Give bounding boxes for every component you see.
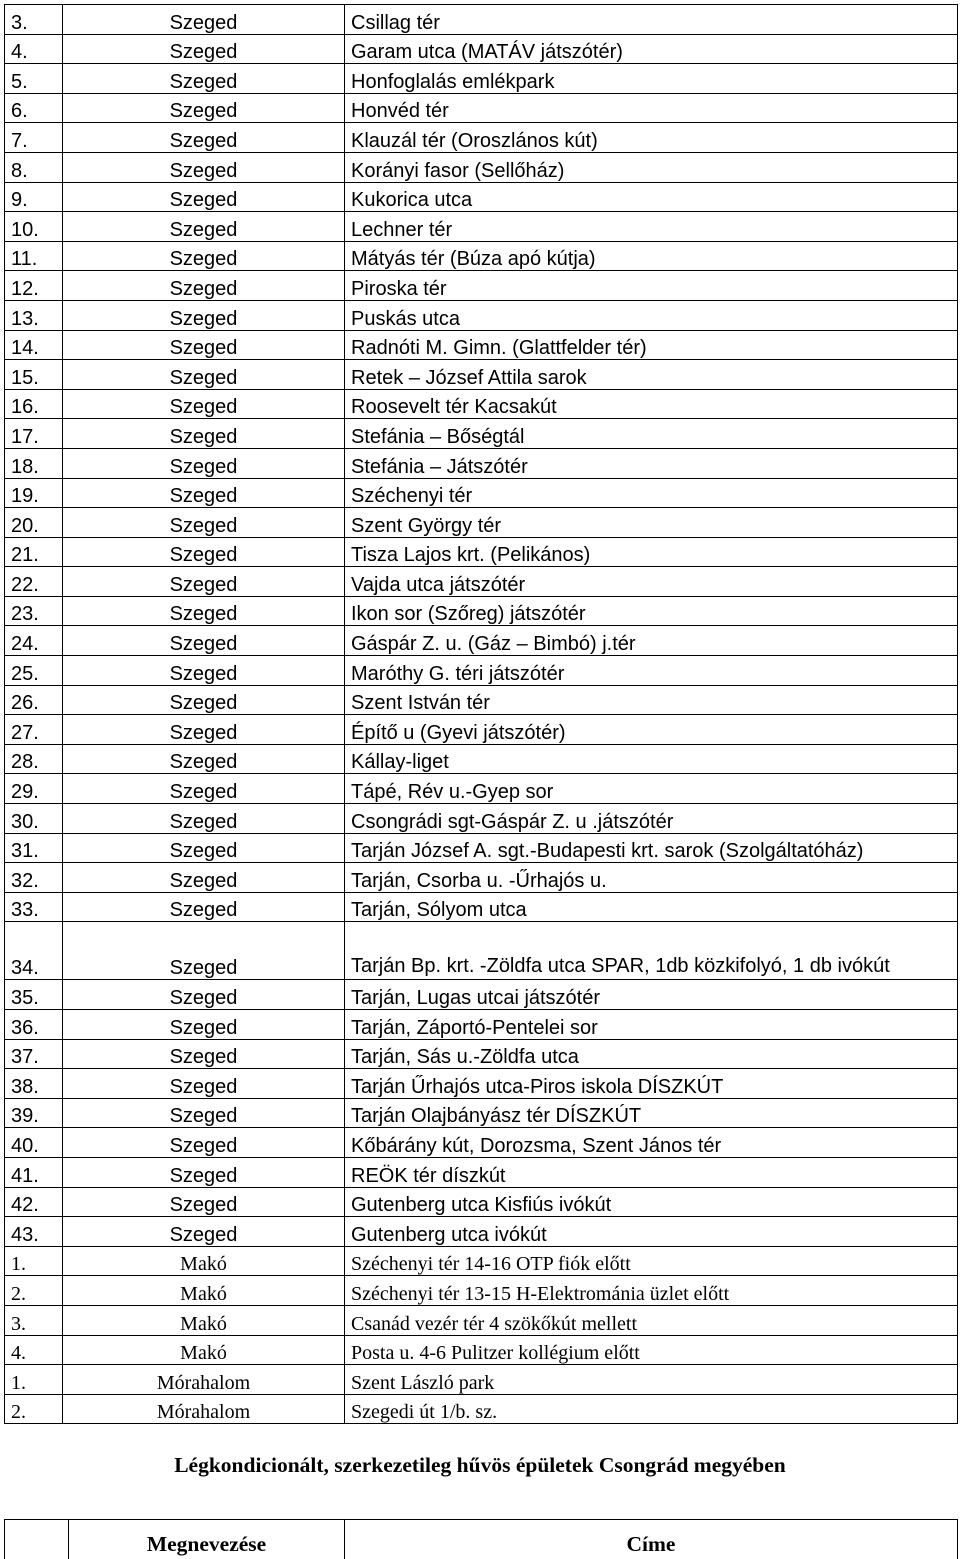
table-row: [5, 685, 958, 715]
table-row: [5, 389, 958, 419]
cell-city: Szeged: [63, 567, 345, 597]
cell-city: Mórahalom: [63, 1365, 345, 1395]
table-row: [5, 508, 958, 538]
cell-city: Szeged: [63, 922, 345, 980]
cell-address: Csongrádi sgt-Gáspár Z. u .játszótér: [345, 804, 958, 834]
cell-city: Szeged: [63, 863, 345, 893]
cell-city: Szeged: [63, 93, 345, 123]
cell-number: 34.: [5, 922, 63, 980]
cell-address: Tápé, Rév u.-Gyep sor: [345, 774, 958, 804]
table-row: [5, 271, 958, 301]
cell-city: Szeged: [63, 1098, 345, 1128]
cell-number: 13.: [5, 300, 63, 330]
cell-city: Szeged: [63, 271, 345, 301]
buildings-table: [4, 1519, 958, 1559]
cell-city: Szeged: [63, 212, 345, 242]
table-row: [5, 715, 958, 745]
cell-city: Szeged: [63, 833, 345, 863]
table-row: [5, 567, 958, 597]
table-row: [5, 330, 958, 360]
cell-number: 3.: [5, 1305, 63, 1335]
cell-number: 12.: [5, 271, 63, 301]
cell-address: Posta u. 4-6 Pulitzer kollégium előtt: [345, 1335, 958, 1365]
cell-number: 26.: [5, 685, 63, 715]
cell-address: Honvéd tér: [345, 93, 958, 123]
table-row: [5, 1157, 958, 1187]
cell-address: Tarján József A. sgt.-Budapesti krt. sarok (Szolgáltatóház): [345, 833, 958, 863]
cell-city: Makó: [63, 1246, 345, 1276]
cell-number: 7.: [5, 123, 63, 153]
cell-address: Retek – József Attila sarok: [345, 360, 958, 390]
cell-address: Stefánia – Bőségtál: [345, 419, 958, 449]
cell-number: 17.: [5, 419, 63, 449]
cell-number: 16.: [5, 389, 63, 419]
cell-number: 32.: [5, 863, 63, 893]
table-row: [5, 1246, 958, 1276]
cell-address: Szent György tér: [345, 508, 958, 538]
cell-number: 42.: [5, 1187, 63, 1217]
table-row: [5, 5, 958, 35]
cell-address: Gáspár Z. u. (Gáz – Bimbó) j.tér: [345, 626, 958, 656]
cell-city: Mórahalom: [63, 1394, 345, 1424]
cell-number: 8.: [5, 152, 63, 182]
table-row: [5, 804, 958, 834]
cell-number: 39.: [5, 1098, 63, 1128]
cell-number: 24.: [5, 626, 63, 656]
table-row: [5, 1039, 958, 1069]
cell-number: 41.: [5, 1157, 63, 1187]
cell-number: 35.: [5, 980, 63, 1010]
table-row: [5, 1128, 958, 1158]
cell-number: 38.: [5, 1069, 63, 1099]
table-row: [5, 448, 958, 478]
cell-address: Gutenberg utca ivókút: [345, 1217, 958, 1247]
cell-city: Szeged: [63, 241, 345, 271]
table-row: [5, 1305, 958, 1335]
cell-city: Szeged: [63, 448, 345, 478]
cell-address: Szent István tér: [345, 685, 958, 715]
cell-city: Szeged: [63, 892, 345, 922]
cell-city: Szeged: [63, 123, 345, 153]
cell-address: Szent László park: [345, 1365, 958, 1395]
table-row: [5, 656, 958, 686]
table-row: [5, 34, 958, 64]
cell-city: Szeged: [63, 744, 345, 774]
cell-number: 21.: [5, 537, 63, 567]
cell-address: Tarján, Sólyom utca: [345, 892, 958, 922]
cell-address: Csanád vezér tér 4 szökőkút mellett: [345, 1305, 958, 1335]
cell-number: 4.: [5, 34, 63, 64]
cell-city: Makó: [63, 1276, 345, 1306]
cell-number: 30.: [5, 804, 63, 834]
cell-number: 40.: [5, 1128, 63, 1158]
cell-address: Piroska tér: [345, 271, 958, 301]
table-row: [5, 360, 958, 390]
cell-city: Szeged: [63, 152, 345, 182]
table-row: [5, 212, 958, 242]
cell-address: Ikon sor (Szőreg) játszótér: [345, 596, 958, 626]
cell-address: Kukorica utca: [345, 182, 958, 212]
cell-city: Szeged: [63, 626, 345, 656]
table-row: [5, 626, 958, 656]
cell-number: 2.: [5, 1394, 63, 1424]
cell-address: Vajda utca játszótér: [345, 567, 958, 597]
table-row: [5, 596, 958, 626]
cell-address: Stefánia – Játszótér: [345, 448, 958, 478]
cell-address: Széchenyi tér 14-16 OTP fiók előtt: [345, 1246, 958, 1276]
cell-number: 1.: [5, 1365, 63, 1395]
cell-city: Szeged: [63, 330, 345, 360]
table-row: [5, 833, 958, 863]
cell-city: Szeged: [63, 478, 345, 508]
table-row: [5, 300, 958, 330]
table-row: [5, 537, 958, 567]
header-cell-name: Megnevezése: [69, 1520, 345, 1559]
buildings-table-header: [5, 1520, 958, 1559]
cell-number: 23.: [5, 596, 63, 626]
table-row: [5, 182, 958, 212]
table-row: [5, 1069, 958, 1099]
cell-address: Csillag tér: [345, 5, 958, 35]
cell-city: Szeged: [63, 1157, 345, 1187]
cell-address: Tarján, Záportó-Pentelei sor: [345, 1010, 958, 1040]
cell-address: Honfoglalás emlékpark: [345, 64, 958, 94]
cell-address: Tarján, Csorba u. -Űrhajós u.: [345, 863, 958, 893]
cell-city: Szeged: [63, 1010, 345, 1040]
water-points-table: [4, 4, 958, 1424]
cell-city: Szeged: [63, 34, 345, 64]
cell-city: Szeged: [63, 1217, 345, 1247]
cell-city: Szeged: [63, 685, 345, 715]
table-row: [5, 863, 958, 893]
table-row: [5, 1335, 958, 1365]
cell-city: Szeged: [63, 774, 345, 804]
water-points-table-body: [5, 5, 958, 1424]
cell-number: 6.: [5, 93, 63, 123]
cell-number: 2.: [5, 1276, 63, 1306]
cell-number: 31.: [5, 833, 63, 863]
cell-city: Szeged: [63, 804, 345, 834]
cell-address: Tarján Bp. krt. -Zöldfa utca SPAR, 1db közkifolyó, 1 db ivókút: [345, 922, 958, 980]
cell-address: Tarján Űrhajós utca-Piros iskola DÍSZKÚT: [345, 1069, 958, 1099]
cell-address: Kőbárány kút, Dorozsma, Szent János tér: [345, 1128, 958, 1158]
cell-address: Széchenyi tér: [345, 478, 958, 508]
cell-number: 10.: [5, 212, 63, 242]
cell-city: Makó: [63, 1305, 345, 1335]
table-row: [5, 1217, 958, 1247]
cell-number: 36.: [5, 1010, 63, 1040]
cell-address: REÖK tér díszkút: [345, 1157, 958, 1187]
cell-city: Szeged: [63, 64, 345, 94]
cell-city: Szeged: [63, 419, 345, 449]
table-row: [5, 1365, 958, 1395]
cell-number: 11.: [5, 241, 63, 271]
cell-number: 25.: [5, 656, 63, 686]
cell-city: Szeged: [63, 389, 345, 419]
cell-number: 19.: [5, 478, 63, 508]
cell-number: 15.: [5, 360, 63, 390]
cell-address: Maróthy G. téri játszótér: [345, 656, 958, 686]
cell-number: 5.: [5, 64, 63, 94]
cell-number: 3.: [5, 5, 63, 35]
cell-number: 20.: [5, 508, 63, 538]
table-row: [5, 419, 958, 449]
cell-city: Szeged: [63, 1069, 345, 1099]
cell-number: 29.: [5, 774, 63, 804]
cell-number: 37.: [5, 1039, 63, 1069]
cell-city: Szeged: [63, 656, 345, 686]
cell-address: Tarján, Sás u.-Zöldfa utca: [345, 1039, 958, 1069]
cell-number: 43.: [5, 1217, 63, 1247]
cell-number: 1.: [5, 1246, 63, 1276]
cell-address: Roosevelt tér Kacsakút: [345, 389, 958, 419]
cell-address: Szegedi út 1/b. sz.: [345, 1394, 958, 1424]
table-row: [5, 1187, 958, 1217]
cell-address: Mátyás tér (Búza apó kútja): [345, 241, 958, 271]
table-row: [5, 64, 958, 94]
table-row: [5, 980, 958, 1010]
table-row: [5, 1098, 958, 1128]
cell-city: Szeged: [63, 980, 345, 1010]
cell-city: Makó: [63, 1335, 345, 1365]
table-row: [5, 123, 958, 153]
cell-city: Szeged: [63, 182, 345, 212]
cell-number: 9.: [5, 182, 63, 212]
table-row: [5, 241, 958, 271]
table-row: [5, 1276, 958, 1306]
cell-number: 22.: [5, 567, 63, 597]
cell-number: 4.: [5, 1335, 63, 1365]
cell-number: 18.: [5, 448, 63, 478]
cell-city: Szeged: [63, 715, 345, 745]
table-row: [5, 774, 958, 804]
table-row: [5, 1394, 958, 1424]
cell-number: 33.: [5, 892, 63, 922]
cell-city: Szeged: [63, 1039, 345, 1069]
cell-address: Radnóti M. Gimn. (Glattfelder tér): [345, 330, 958, 360]
cell-address: Kállay-liget: [345, 744, 958, 774]
cell-address: Gutenberg utca Kisfiús ivókút: [345, 1187, 958, 1217]
cell-city: Szeged: [63, 1187, 345, 1217]
cell-city: Szeged: [63, 1128, 345, 1158]
header-cell-number: [5, 1520, 69, 1559]
cell-city: Szeged: [63, 596, 345, 626]
cell-address: Tarján, Lugas utcai játszótér: [345, 980, 958, 1010]
cell-address: Korányi fasor (Sellőház): [345, 152, 958, 182]
cell-city: Szeged: [63, 537, 345, 567]
cell-number: 14.: [5, 330, 63, 360]
section-heading: Légkondicionált, szerkezetileg hűvös épületek Csongrád megyében: [0, 1453, 960, 1478]
table-row: [5, 478, 958, 508]
cell-number: 28.: [5, 744, 63, 774]
cell-city: Szeged: [63, 5, 345, 35]
cell-address: Garam utca (MATÁV játszótér): [345, 34, 958, 64]
cell-address: Lechner tér: [345, 212, 958, 242]
table-row: [5, 1010, 958, 1040]
table-row: [5, 93, 958, 123]
cell-address: Klauzál tér (Oroszlános kút): [345, 123, 958, 153]
table-row: [5, 892, 958, 922]
table-row: [5, 922, 958, 980]
table-row: [5, 152, 958, 182]
header-cell-address: Címe: [345, 1520, 958, 1559]
table-row: [5, 744, 958, 774]
cell-city: Szeged: [63, 508, 345, 538]
cell-address: Széchenyi tér 13-15 H-Elektrománia üzlet előtt: [345, 1276, 958, 1306]
cell-address: Tisza Lajos krt. (Pelikános): [345, 537, 958, 567]
cell-number: 27.: [5, 715, 63, 745]
cell-address: Puskás utca: [345, 300, 958, 330]
cell-address: Építő u (Gyevi játszótér): [345, 715, 958, 745]
cell-address: Tarján Olajbányász tér DÍSZKÚT: [345, 1098, 958, 1128]
cell-city: Szeged: [63, 360, 345, 390]
cell-city: Szeged: [63, 300, 345, 330]
